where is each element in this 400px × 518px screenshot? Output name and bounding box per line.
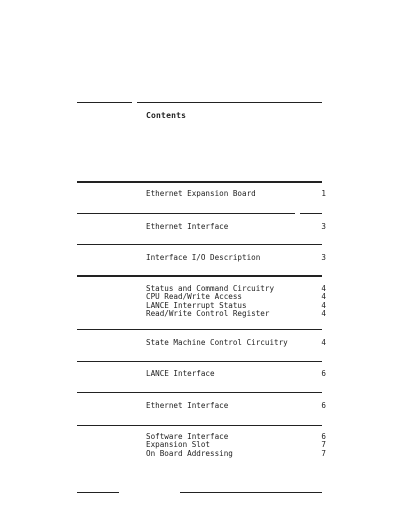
toc-section-1 <box>146 190 326 198</box>
toc-entry <box>146 339 326 347</box>
section-rule <box>77 329 322 330</box>
toc-section-8 <box>146 433 326 458</box>
footer-rule-right <box>180 492 322 493</box>
section-rule <box>300 213 322 214</box>
toc-entry <box>146 370 326 378</box>
toc-entry-page: 7 <box>321 448 326 458</box>
contents-heading: Contents <box>146 111 187 120</box>
toc-entry-page: 6 <box>321 401 326 410</box>
toc-section-5 <box>146 339 326 347</box>
toc-entry-label: State Machine Control Circuitry <box>146 338 288 347</box>
toc-entry-label: LANCE Interrupt Status <box>146 300 247 310</box>
toc-section-7 <box>146 402 326 410</box>
toc-entry-label: Ethernet Interface <box>146 401 229 410</box>
toc-entry <box>146 190 326 198</box>
section-rule <box>77 213 295 214</box>
toc-section-2 <box>146 223 326 231</box>
toc-section-3 <box>146 254 326 262</box>
toc-entry-page: 4 <box>321 309 326 319</box>
toc-entry-page: 4 <box>321 292 326 302</box>
toc-entry-label: Read/Write Control Register <box>146 309 270 319</box>
toc-entry-page: 3 <box>321 222 326 231</box>
footer-rule-left <box>77 492 119 493</box>
section-rule <box>77 244 322 245</box>
section-rule <box>77 361 322 362</box>
toc-entry-label: On Board Addressing <box>146 448 233 458</box>
toc-section-4 <box>146 285 326 319</box>
toc-entry-label: Ethernet Expansion Board <box>146 189 256 198</box>
header-rule-right <box>137 102 322 103</box>
toc-entry-page: 7 <box>321 440 326 450</box>
toc-entry-label: CPU Read/Write Access <box>146 292 243 302</box>
section-rule <box>77 181 322 183</box>
toc-entry-page: 4 <box>321 300 326 310</box>
section-rule <box>77 425 322 426</box>
toc-entry-label: Expansion Slot <box>146 440 211 450</box>
toc-entry-page: 1 <box>321 189 326 198</box>
toc-entry-page: 3 <box>321 253 326 262</box>
toc-entry <box>146 402 326 410</box>
section-rule <box>77 392 322 393</box>
toc-entry-page: 6 <box>321 432 326 441</box>
toc-entry-label: Ethernet Interface <box>146 222 229 231</box>
toc-entry-label: Interface I/O Description <box>146 253 261 262</box>
toc-entry-page: 4 <box>321 338 326 347</box>
toc-entry-page: 6 <box>321 369 326 378</box>
toc-entry-label: LANCE Interface <box>146 369 215 378</box>
toc-entry <box>146 310 326 318</box>
toc-entry <box>146 450 326 458</box>
section-rule <box>77 275 322 277</box>
toc-entry-page: 4 <box>321 284 326 293</box>
toc-entry-label: Status and Command Circuitry <box>146 284 275 293</box>
toc-entry <box>146 254 326 262</box>
toc-section-6 <box>146 370 326 378</box>
toc-entry-label: Software Interface <box>146 432 229 441</box>
header-rule-left <box>77 102 132 103</box>
toc-entry <box>146 223 326 231</box>
